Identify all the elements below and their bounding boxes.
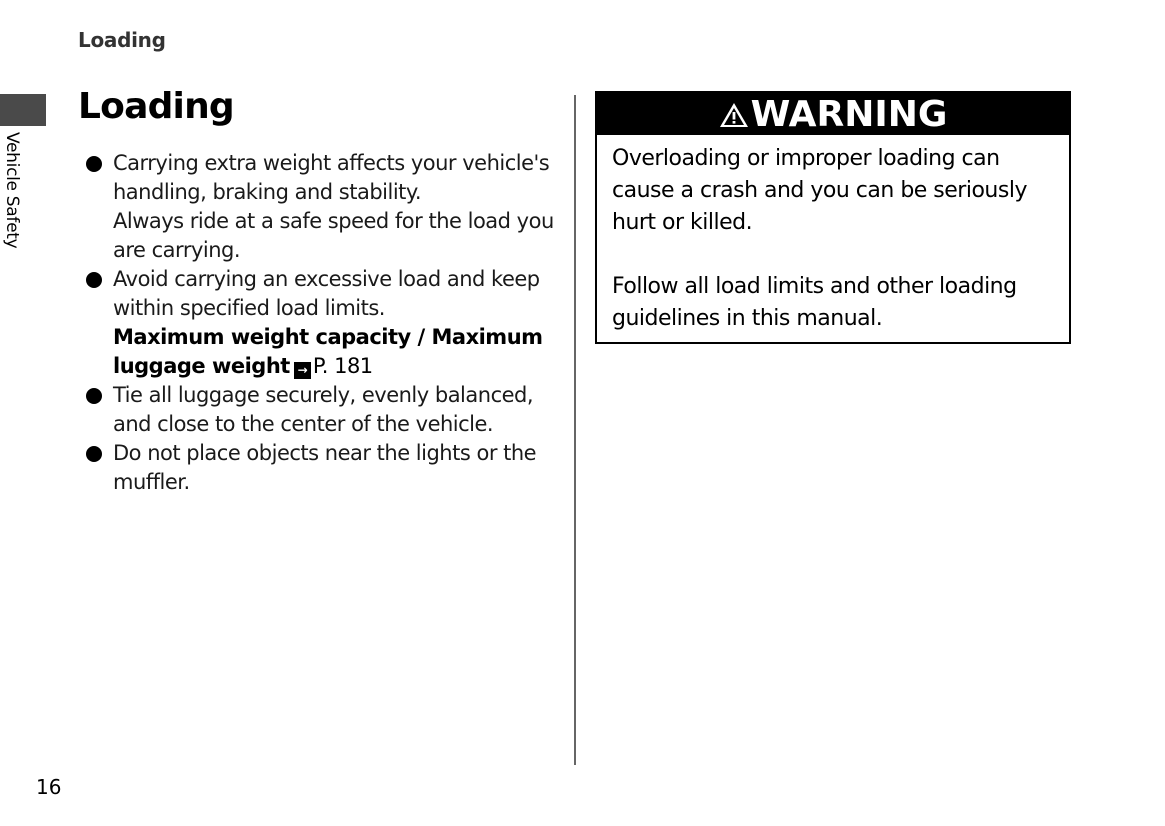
list-item	[86, 439, 556, 497]
bullet-icon	[86, 156, 102, 172]
warning-header	[597, 93, 1069, 135]
section-tab-marker	[0, 94, 46, 126]
page-reference-link[interactable]	[113, 323, 556, 381]
warning-triangle-icon	[719, 96, 749, 139]
list-item	[86, 381, 556, 439]
running-header: Loading	[78, 28, 166, 52]
warning-paragraph: Follow all load limits and other loading guidelines in this manual.	[612, 274, 1017, 331]
reference-label: Maximum weight capacity / Maximum luggage weight	[113, 325, 543, 378]
bullet-icon	[86, 388, 102, 404]
page-number: 16	[36, 775, 62, 799]
bullet-text: Do not place objects near the lights or the muffler.	[113, 441, 537, 494]
warning-body	[597, 135, 1069, 335]
side-tab-label: Vehicle Safety	[2, 132, 22, 249]
list-item	[86, 265, 556, 381]
bullet-icon	[86, 272, 102, 288]
bullet-text: Carrying extra weight affects your vehicle's handling, braking and stability.	[113, 151, 550, 204]
bullet-text: Tie all luggage securely, evenly balanced, and close to the center of the vehicle.	[113, 383, 534, 436]
warning-title: WARNING	[750, 94, 948, 135]
warning-paragraph: Overloading or improper loading can cause a crash and you can be seriously hurt or killed.	[612, 146, 1027, 235]
bullet-text: Always ride at a safe speed for the load you are carrying.	[113, 209, 554, 262]
section-title: Loading	[78, 86, 234, 127]
bullet-icon	[86, 446, 102, 462]
bullet-text: Avoid carrying an excessive load and keep within specified load limits.	[113, 267, 540, 320]
column-divider	[574, 95, 576, 765]
reference-page: P. 181	[312, 354, 373, 378]
list-item	[86, 149, 556, 265]
bullet-list	[86, 149, 556, 497]
reference-arrow-icon: →	[294, 362, 311, 379]
warning-box	[595, 91, 1071, 344]
